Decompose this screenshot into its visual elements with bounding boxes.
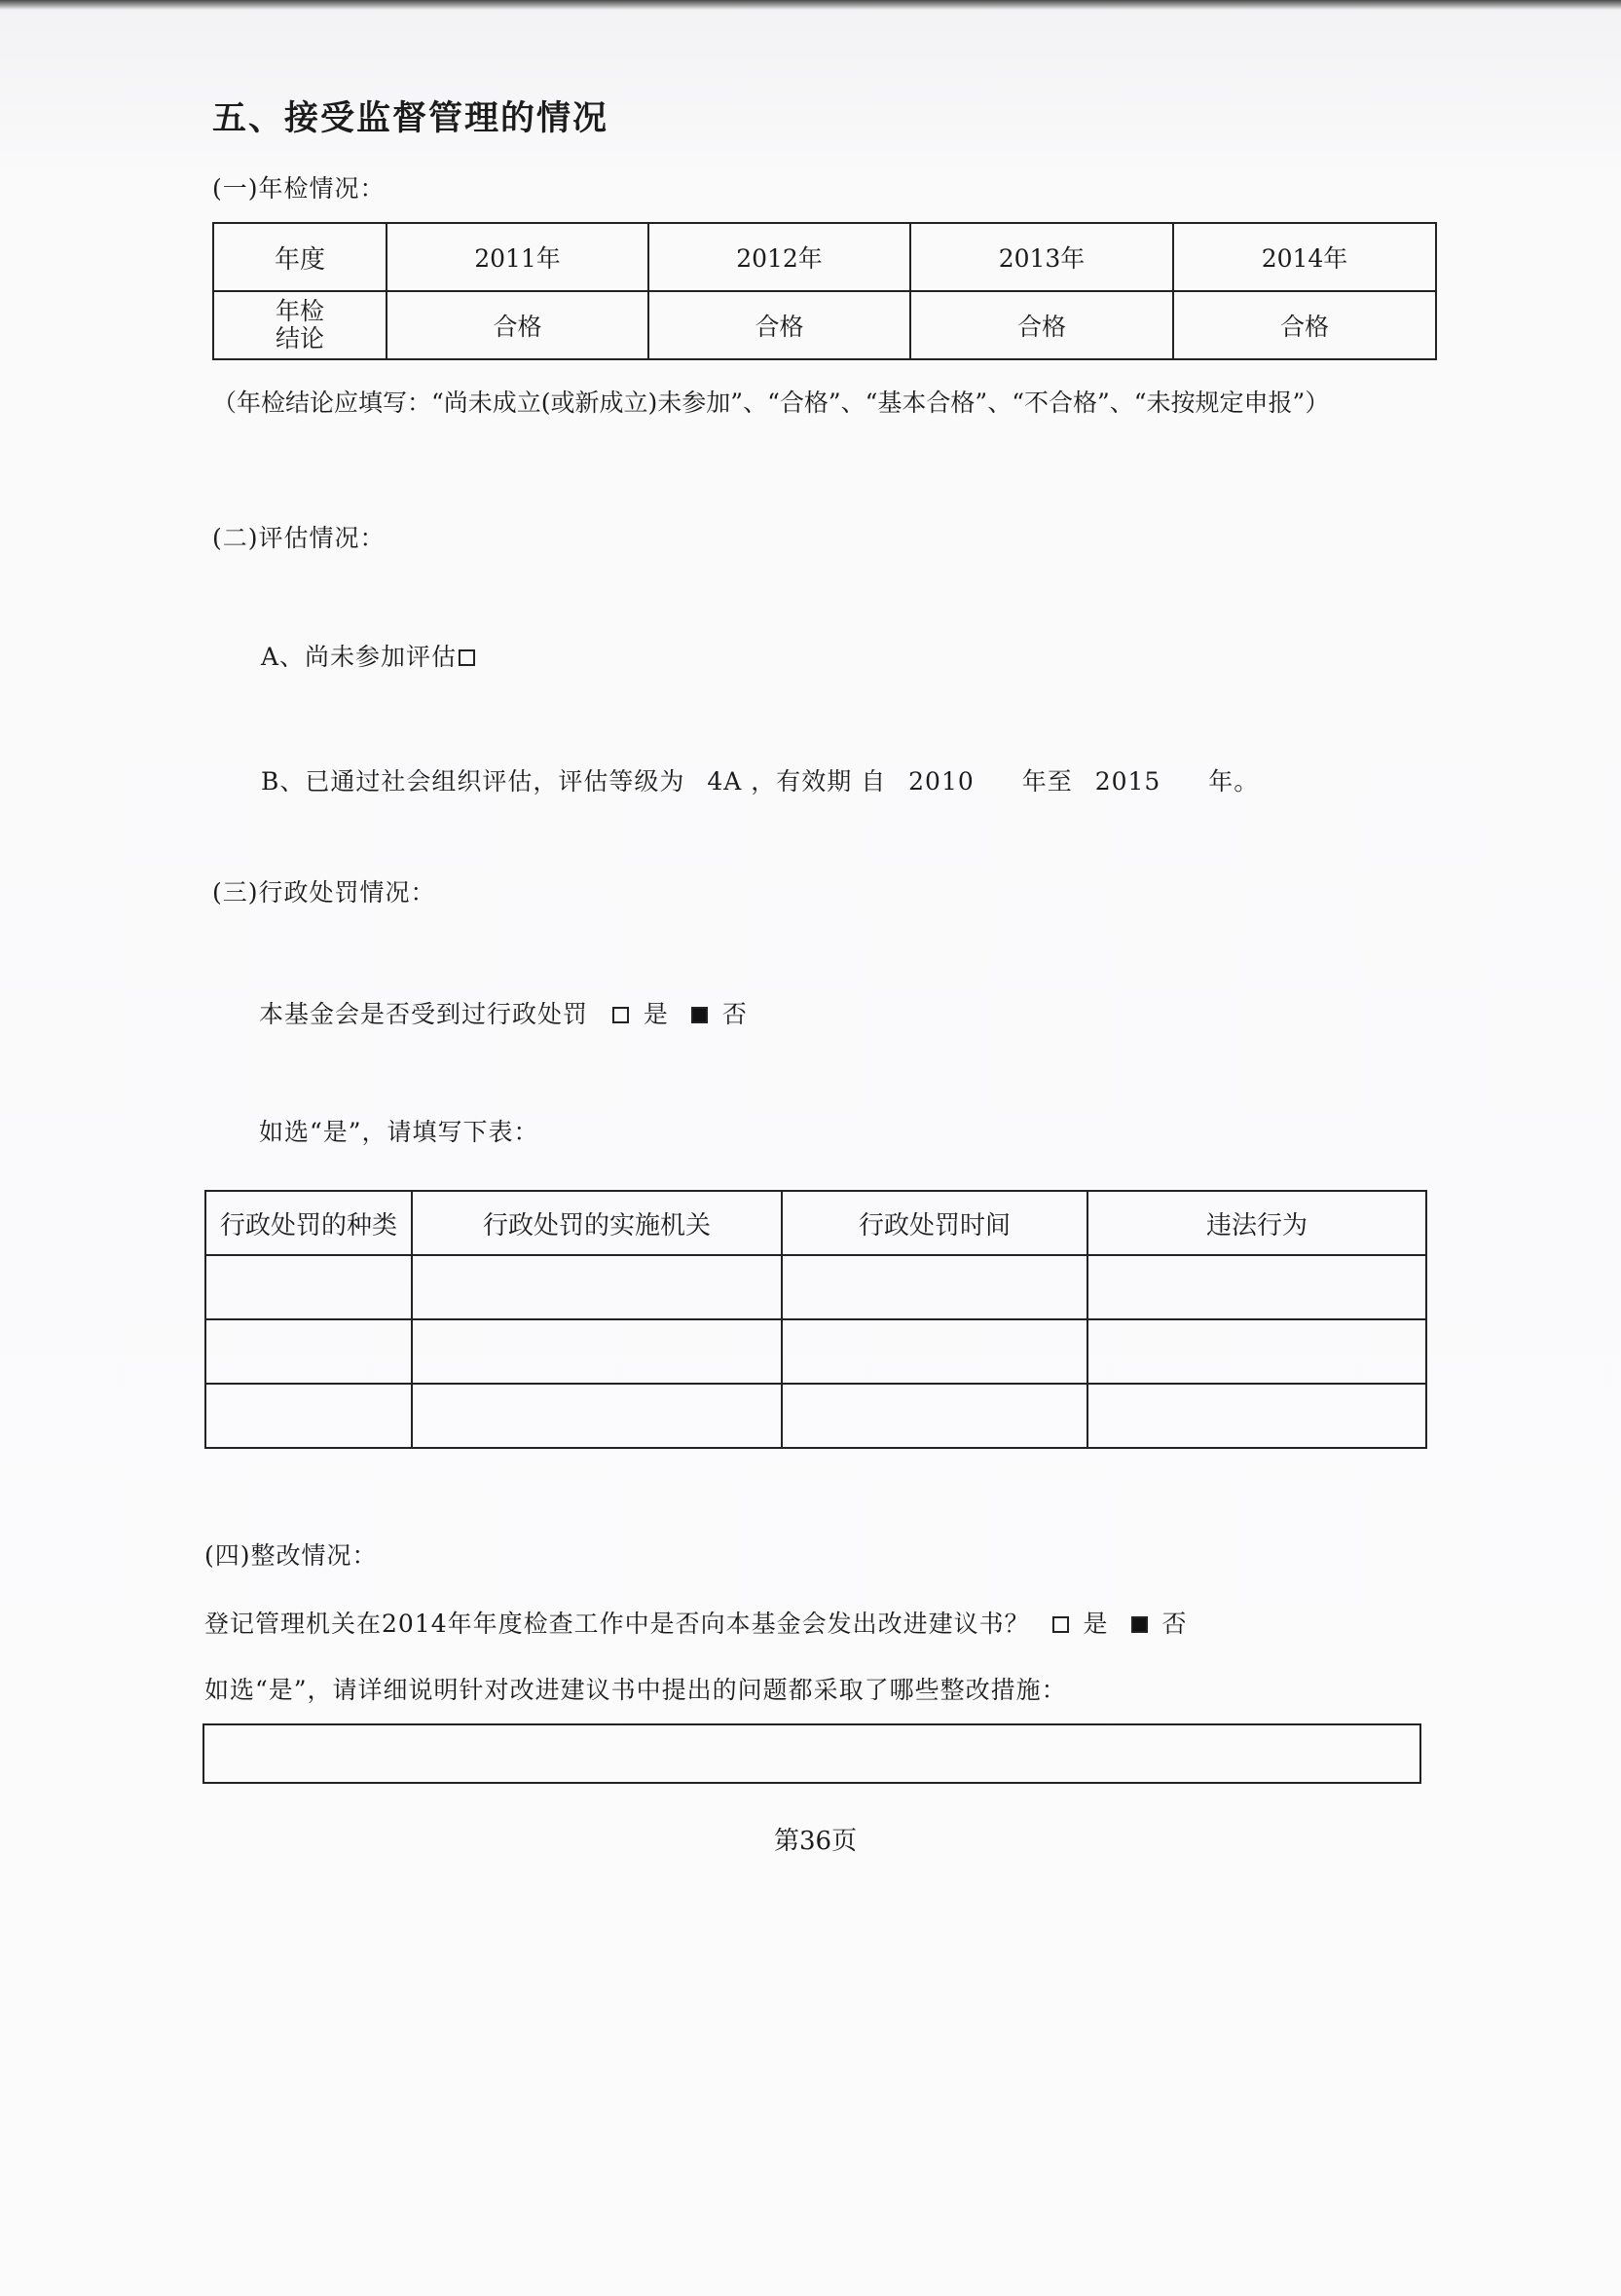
validity-label: ，有效期 自 [751,767,887,796]
rectification-question-line [204,1605,1187,1640]
assessment-heading: (二)评估情况： [212,524,386,552]
rectification-yes-checkbox[interactable] [1052,1616,1069,1633]
section-title: 五、接受监督管理的情况 [212,98,609,138]
penalty-cell[interactable] [205,1255,412,1319]
penalty-table [204,1190,1427,1449]
penalty-no-label: 否 [721,1000,748,1028]
result-cell: 合格 [648,291,910,359]
rectification-question: 登记管理机关在2014年年度检查工作中是否向本基金会发出改进建议书？ [204,1610,1030,1638]
penalty-cell[interactable] [1087,1319,1426,1384]
result-cell: 合格 [1173,291,1436,359]
penalty-cell[interactable] [412,1384,782,1448]
penalty-question-line [259,995,748,1030]
penalty-col-type: 行政处罚的种类 [205,1191,412,1255]
annual-inspection-heading: (一)年检情况： [212,174,386,203]
rectification-answer-box[interactable] [203,1723,1421,1784]
annual-inspection-table [212,222,1437,360]
page-number: 第36页 [774,1827,858,1856]
table-row [205,1384,1426,1448]
result-cell: 合格 [387,291,648,359]
result-label-line2: 结论 [275,324,324,352]
valid-from-year: 2010 [908,767,975,796]
table-row-years [213,223,1436,291]
assessment-option-a [261,638,481,673]
penalty-cell[interactable] [205,1319,412,1384]
year-cell: 2014年 [1173,223,1436,291]
penalty-cell[interactable] [1087,1255,1426,1319]
result-label-line1: 年检 [275,297,324,325]
table-row-results [213,291,1436,359]
year-cell: 2012年 [648,223,910,291]
penalty-cell[interactable] [412,1319,782,1384]
penalty-heading: (三)行政处罚情况： [212,878,436,907]
year-cell: 2013年 [910,223,1173,291]
rectification-no-checkbox[interactable] [1131,1616,1148,1633]
penalty-col-violation: 违法行为 [1087,1191,1426,1255]
penalty-cell[interactable] [1087,1384,1426,1448]
penalty-question: 本基金会是否受到过行政处罚 [259,1000,589,1028]
penalty-cell[interactable] [782,1255,1087,1319]
penalty-yes-checkbox[interactable] [612,1007,629,1023]
penalty-cell[interactable] [782,1319,1087,1384]
annual-inspection-note: （年检结论应填写：“尚未成立(或新成立)未参加”、“合格”、“基本合格”、“不合格”、“未按规定申报”） [212,389,1330,417]
year-cell: 2011年 [387,223,648,291]
penalty-yes-label: 是 [643,1000,669,1028]
penalty-cell[interactable] [782,1384,1087,1448]
penalty-cell[interactable] [205,1384,412,1448]
penalty-no-checkbox[interactable] [691,1007,708,1023]
option-b-label: B、已通过社会组织评估，评估等级为 [261,767,685,796]
result-cell: 合格 [910,291,1173,359]
option-a-label: A、尚未参加评估 [261,643,458,671]
assessment-grade: 4A [707,767,743,796]
table-row [205,1319,1426,1384]
valid-to-label: 年至 [1021,767,1073,796]
assessment-option-b [261,762,1259,797]
year-label-cell: 年度 [213,223,387,291]
penalty-col-time: 行政处罚时间 [782,1191,1087,1255]
penalty-cell[interactable] [412,1255,782,1319]
penalty-fill-prompt: 如选“是”，请填写下表： [259,1118,539,1146]
year-suffix: 年。 [1208,767,1260,796]
scan-edge-shadow [0,0,1621,10]
rectification-detail-prompt: 如选“是”，请详细说明针对改进建议书中提出的问题都采取了哪些整改措施： [204,1676,1067,1704]
rectification-yes-label: 是 [1083,1610,1109,1638]
rectification-no-label: 否 [1161,1610,1188,1638]
result-label-cell [213,291,387,359]
option-a-checkbox[interactable] [459,649,475,666]
table-row [205,1255,1426,1319]
penalty-col-authority: 行政处罚的实施机关 [412,1191,782,1255]
rectification-heading: (四)整改情况： [204,1541,378,1570]
penalty-header-row [205,1191,1426,1255]
valid-to-year: 2015 [1094,767,1161,796]
